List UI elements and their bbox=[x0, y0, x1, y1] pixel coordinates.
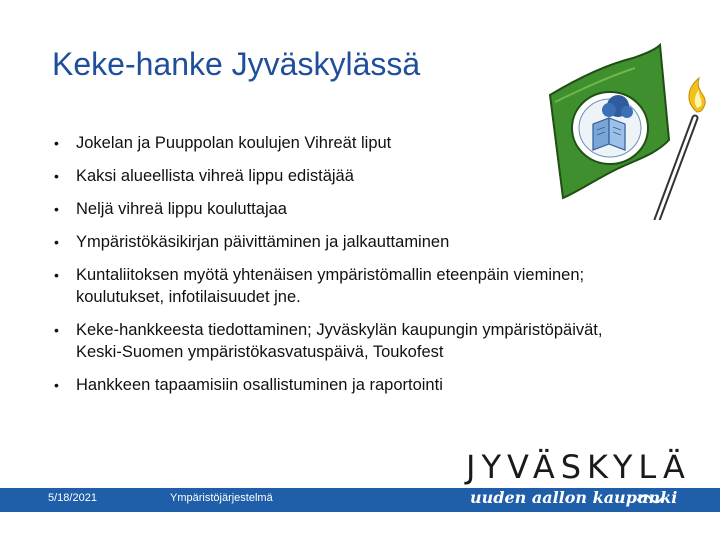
bullet-text: Ympäristökäsikirjan päivittäminen ja jalkauttaminen bbox=[76, 233, 450, 251]
bullet-dot: • bbox=[54, 377, 59, 393]
bullet-dot: • bbox=[54, 168, 59, 184]
slide-title: Keke-hanke Jyväskylässä bbox=[52, 46, 421, 82]
bullet-text: Keke-hankkeesta tiedottaminen; Jyväskylän kaupungin ympäristöpäivät, Keski-Suomen ympäristökasvatuspäivä, Toukofest bbox=[76, 321, 603, 361]
bullet-text: Jokelan ja Puuppolan koulujen Vihreät liput bbox=[76, 134, 392, 152]
footer-date: 5/18/2021 bbox=[48, 492, 97, 504]
footer-topic: Ympäristöjärjestelmä bbox=[170, 492, 273, 504]
bullet-dot: • bbox=[54, 322, 59, 338]
bullet-text: Kuntaliitoksen myötä yhtenäisen ympäristömallin eteenpäin vieminen; koulutukset, infotilaisuudet jne. bbox=[76, 266, 585, 306]
bullet-dot: • bbox=[54, 201, 59, 217]
bullet-dot: • bbox=[54, 234, 59, 250]
bullet-list bbox=[48, 132, 618, 407]
bullet-item bbox=[48, 374, 618, 396]
bullet-item bbox=[48, 198, 618, 220]
bullet-text: Neljä vihreä lippu kouluttajaa bbox=[76, 200, 287, 218]
bullet-text: Hankkeen tapaamisiin osallistuminen ja raportointi bbox=[76, 376, 443, 394]
bullet-item bbox=[48, 132, 618, 154]
bullet-dot: • bbox=[54, 135, 59, 151]
wave-icon bbox=[636, 490, 666, 506]
bullet-dot: • bbox=[54, 267, 59, 283]
bullet-item bbox=[48, 264, 618, 308]
bullet-item bbox=[48, 319, 618, 363]
bullet-item bbox=[48, 165, 618, 187]
city-logo-wordmark: JYVÄSKYLÄ bbox=[466, 448, 691, 486]
bullet-text: Kaksi alueellista vihreä lippu edistäjää bbox=[76, 167, 354, 185]
city-logo-tagline: uuden aallon kaupunki bbox=[470, 488, 678, 507]
bullet-item bbox=[48, 231, 618, 253]
